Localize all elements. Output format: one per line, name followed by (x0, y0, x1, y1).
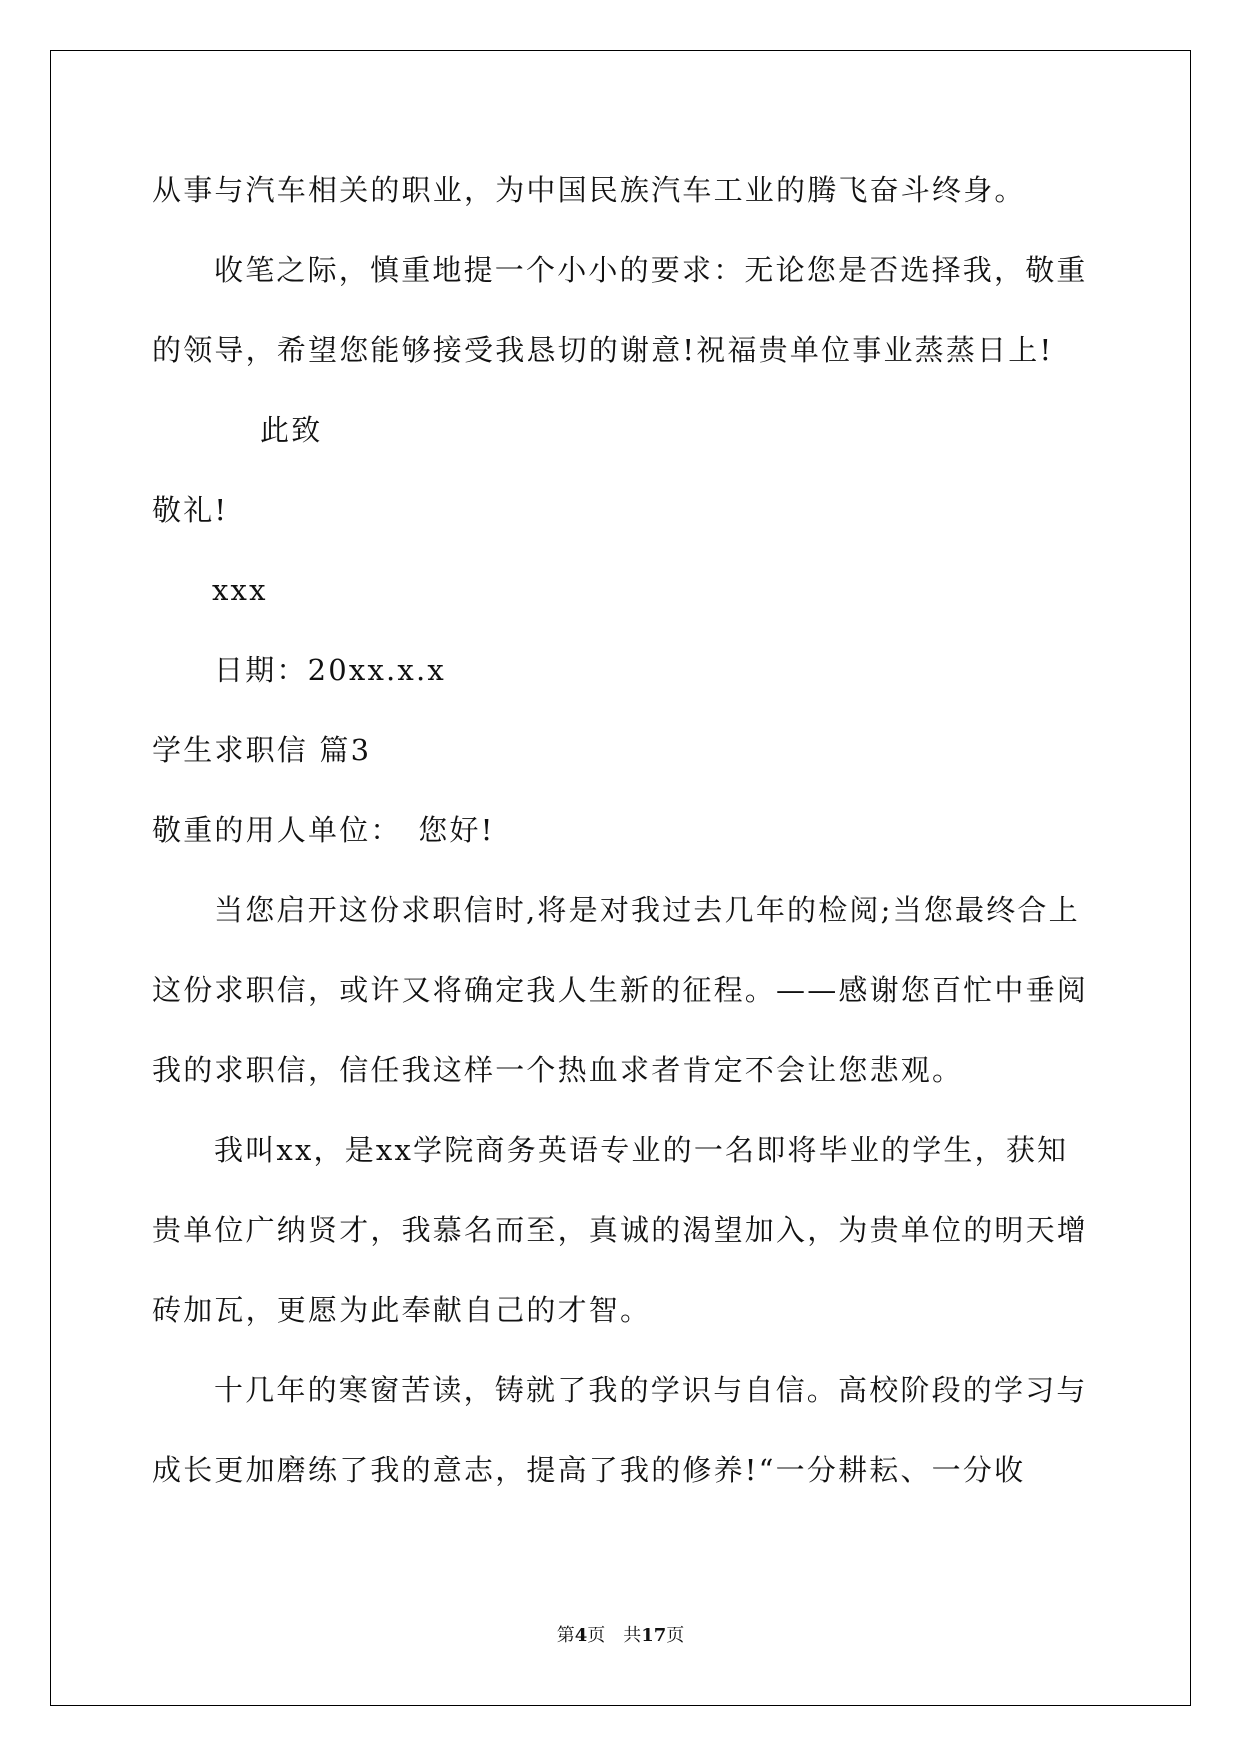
footer-page-prefix: 第 (556, 1625, 575, 1646)
body-line-8: 贵单位广纳贤才，我慕名而至，真诚的渴望加入，为贵单位的明天增 (152, 1213, 1089, 1247)
signature-date: 日期：20xx.x.x (214, 653, 446, 687)
letter-greeting: 敬重的用人单位： 您好! (152, 813, 495, 847)
body-line-4: 当您启开这份求职信时,将是对我过去几年的检阅;当您最终合上 (214, 893, 1080, 927)
body-line-5: 这份求职信，或许又将确定我人生新的征程。——感谢您百忙中垂阅 (152, 973, 1089, 1007)
footer-total-number: 17 (641, 1625, 667, 1646)
footer-total-prefix: 共 (623, 1625, 642, 1646)
body-line-10: 十几年的寒窗苦读，铸就了我的学识与自信。高校阶段的学习与 (214, 1373, 1088, 1407)
section-heading: 学生求职信 篇3 (152, 733, 372, 767)
body-line-1: 从事与汽车相关的职业，为中国民族汽车工业的腾飞奋斗终身。 (152, 173, 1026, 207)
closing-respect: 敬礼! (152, 493, 229, 527)
signature-name: xxx (212, 573, 268, 607)
body-line-9: 砖加瓦，更愿为此奉献自己的才智。 (152, 1293, 652, 1327)
footer-page-suffix: 页 (587, 1625, 606, 1646)
page-footer (0, 1621, 1241, 1647)
body-line-6: 我的求职信，信任我这样一个热血求者肯定不会让您悲观。 (152, 1053, 964, 1087)
body-line-7: 我叫xx，是xx学院商务英语专业的一名即将毕业的学生，获知 (214, 1133, 1069, 1167)
footer-total-suffix: 页 (666, 1625, 685, 1646)
closing-salutation: 此致 (260, 413, 323, 447)
body-line-11: 成长更加磨练了我的意志，提高了我的修养!“一分耕耘、一分收 (152, 1453, 1026, 1487)
footer-page-number: 4 (574, 1625, 588, 1646)
body-line-2: 收笔之际，慎重地提一个小小的要求：无论您是否选择我，敬重 (214, 253, 1088, 287)
body-line-3: 的领导，希望您能够接受我恳切的谢意!祝福贵单位事业蒸蒸日上! (152, 333, 1054, 367)
